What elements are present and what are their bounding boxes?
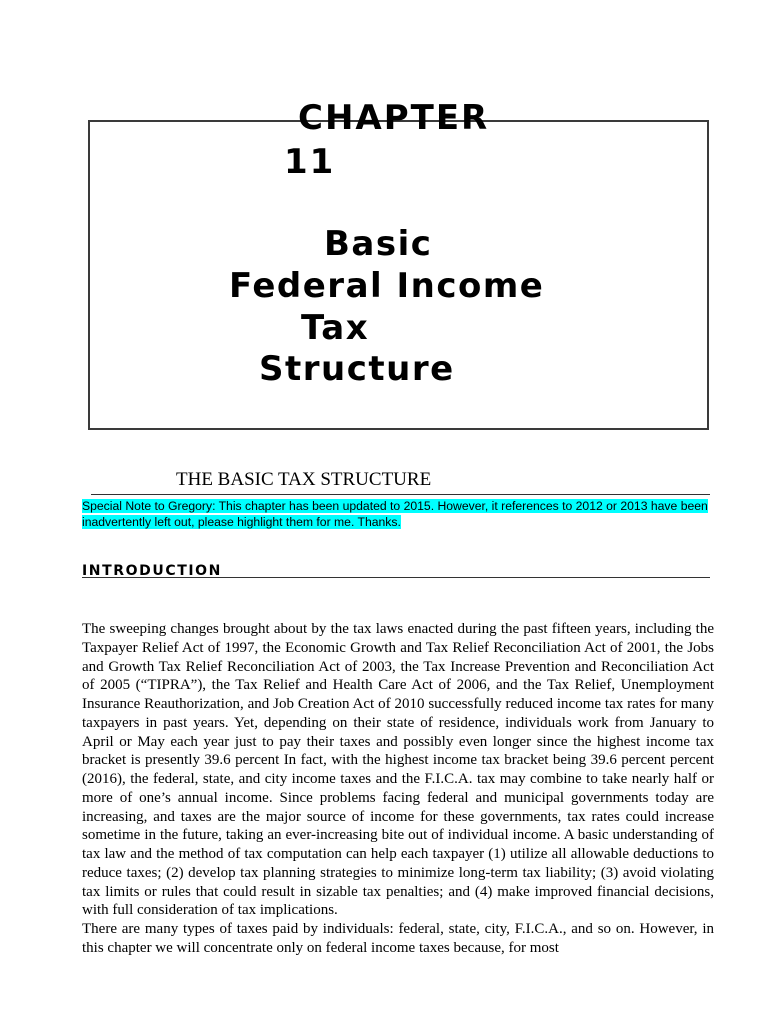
paragraph-1: The sweeping changes brought about by the tax laws enacted during the past fifteen years, including the Taxpayer Relief Act of 1997, the Economic Growth and Tax Relief Reconciliation Act of 2001, the Jobs and Growth Tax Relief Reconciliation Act of 2003, the Tax Increase Prevention and Reconciliation Act of 2005 (“TIPRA”), the Tax Relief and Health Care Act of 2006, and the Tax Relief, Unemployment Insurance Reauthorization, and Job Creation Act of 2010 successfully reduced income tax rates for many taxpayers in past years. Yet, depending on their state of residence, individuals work from January to April or May each year just to pay their taxes and possibly even longer since the highest income tax bracket is presently 39.6 percent In fact, with the highest income tax bracket being 39.6 percent percent (2016), the federal, state, and city income taxes and the F.I.C.A. tax may combine to take nearly half or more of one’s annual income. Since problems facing federal and municipal governments today are increasing, and taxes are the major source of income for these governments, tax rates could increase sometime in the future, taking an ever-increasing bite out of individual income. A basic understanding of tax law and the method of tax computation can help each taxpayer (1) utilize all allowable deductions to reduce taxes; (2) develop tax planning strategies to minimize long-term tax liability; (3) avoid violating tax limits or rules that could result in sizable tax penalties; and (4) make improved financial decisions, with full consideration of tax implications. xyxy=(82,621,714,919)
chapter-title-line-1: Basic xyxy=(324,224,433,264)
introduction-divider xyxy=(82,577,710,578)
introduction-heading: INTRODUCTION xyxy=(82,563,222,579)
body-text xyxy=(82,620,714,958)
chapter-title-line-2: Federal Income xyxy=(229,266,545,306)
chapter-title-line-4: Structure xyxy=(259,349,455,389)
special-note xyxy=(82,498,712,530)
paragraph-2: There are many types of taxes paid by individuals: federal, state, city, F.I.C.A., and so on. However, in this chapter we will concentrate only on federal income taxes because, for most xyxy=(82,921,714,956)
section-divider xyxy=(91,494,710,495)
section-heading: THE BASIC TAX STRUCTURE xyxy=(176,469,432,490)
chapter-label: CHAPTER xyxy=(298,98,490,138)
chapter-number: 11 xyxy=(284,142,336,182)
chapter-title-line-3: Tax xyxy=(301,308,370,348)
special-note-text: Special Note to Gregory: This chapter has been updated to 2015. However, it references to 2012 or 2013 have been inadvertently left out, please highlight them for me. Thanks. xyxy=(82,499,708,529)
